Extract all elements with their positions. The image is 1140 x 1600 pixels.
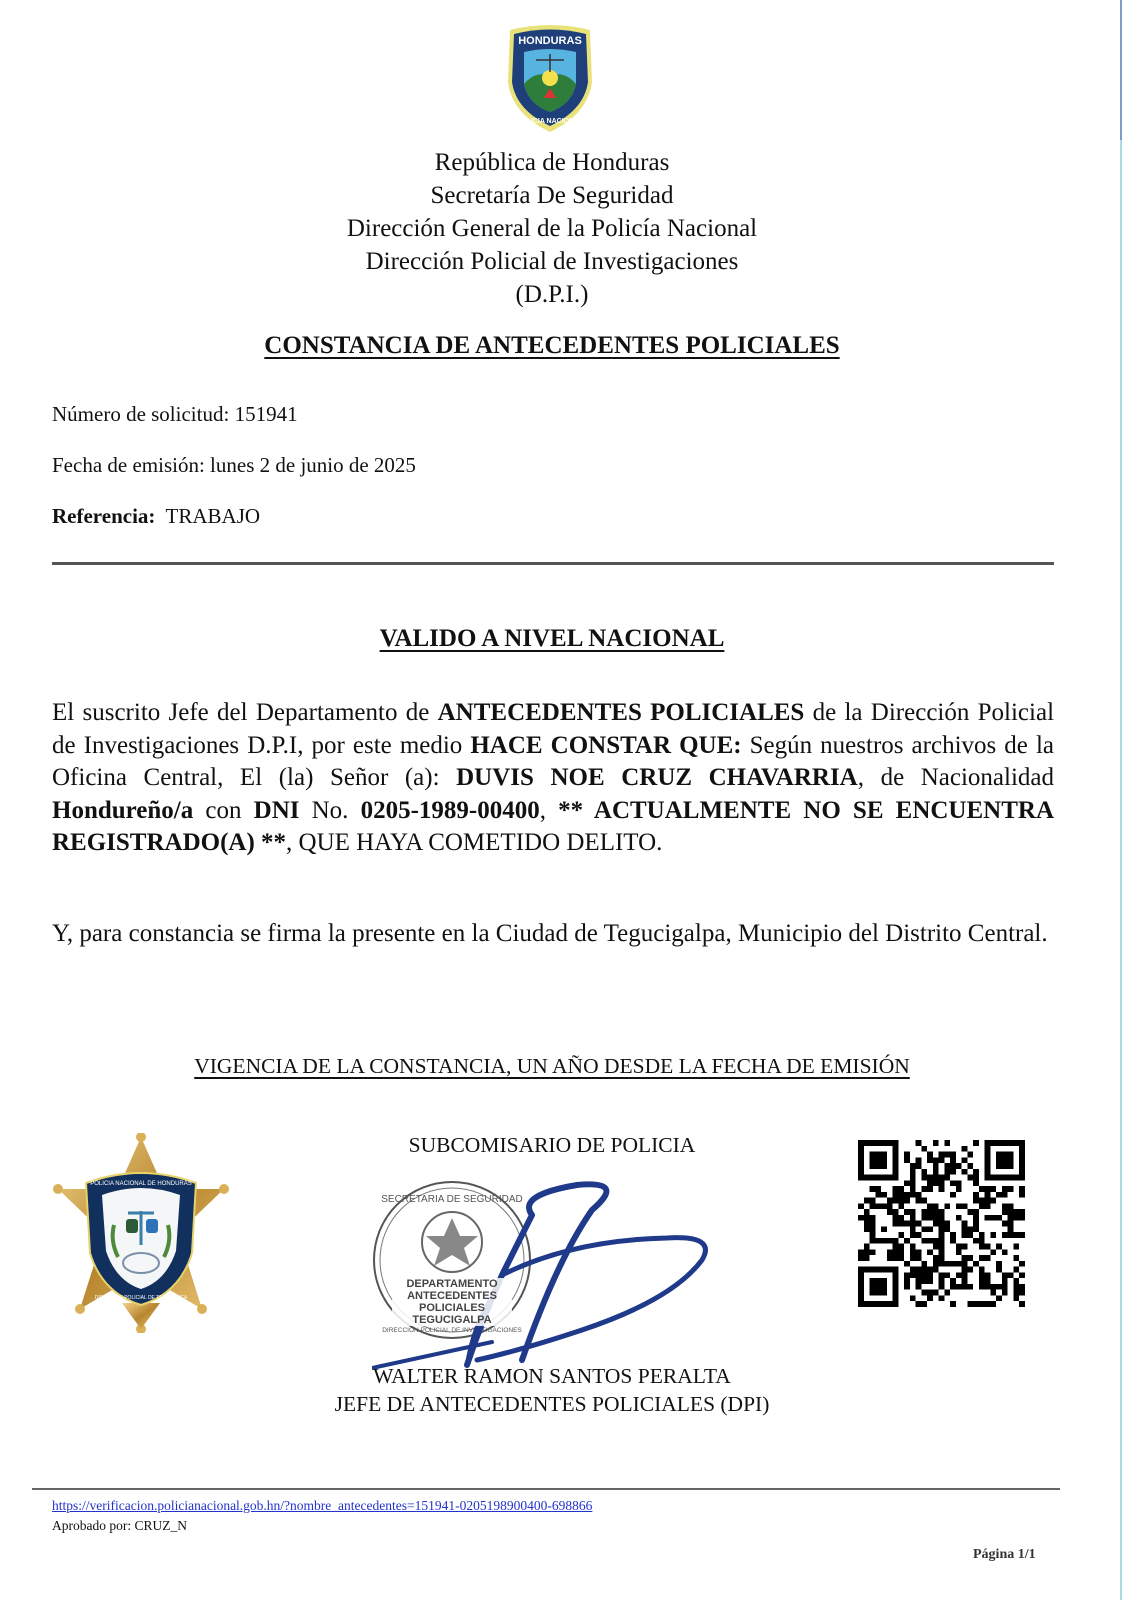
institution-header — [0, 146, 1104, 311]
page-number: Página 1/1 — [973, 1547, 1036, 1562]
body-text: Según nuestros archivos de la Oficina Central, El (la) Señor (a): — [52, 731, 1054, 791]
badge-text-bottom: DIRECCION POLICIAL DE TELEMATICA — [94, 1295, 188, 1301]
certifies-phrase: HACE CONSTAR QUE: — [470, 731, 742, 759]
divider — [52, 562, 1054, 565]
page-edge — [1120, 0, 1122, 1600]
validity-period — [0, 1054, 1104, 1079]
reference-label: Referencia: — [52, 504, 156, 528]
dni-label: DNI — [253, 796, 300, 824]
body-text: de la Dirección Policial de Investigaciones D.P.I, por este medio — [52, 699, 1055, 759]
body-text: con — [193, 796, 254, 824]
honduras-police-seal-logo — [500, 22, 600, 134]
signer-position: JEFE DE ANTECEDENTES POLICIALES (DPI) — [334, 1392, 770, 1416]
seal-text-honduras: HONDURAS — [518, 35, 582, 47]
department-name: ANTECEDENTES POLICIALES — [437, 699, 805, 726]
issue-date-field — [52, 453, 416, 478]
signing-paragraph: Y, para constancia se firma la presente en la Ciudad de Tegucigalpa, Municipio del Distrito Central. — [52, 920, 1048, 947]
person-name: DUVIS NOE CRUZ CHAVARRIA — [456, 764, 858, 791]
header-line-direccion-policial: Dirección Policial de Investigaciones — [365, 248, 739, 275]
header-line-dpi: (D.P.I.) — [515, 281, 589, 308]
handwritten-signature — [372, 1184, 705, 1368]
approved-by: Aprobado por: CRUZ_N — [52, 1518, 187, 1533]
validity-period-text: VIGENCIA DE LA CONSTANCIA, UN AÑO DESDE LA FECHA DE EMISIÓN — [194, 1054, 910, 1078]
scrollbar-thumb[interactable] — [1120, 0, 1122, 140]
signer-name: WALTER RAMON SANTOS PERALTA — [373, 1364, 731, 1388]
body-text: , de Nacionalidad — [857, 764, 1055, 791]
stamp-text-center: DEPARTAMENTO ANTECEDENTES POLICIALES TEGUCIGALPA — [392, 1278, 512, 1326]
telematica-badge-logo — [52, 1133, 230, 1333]
body-text: El suscrito Jefe del Departamento de — [52, 699, 438, 726]
validity-title — [0, 625, 1104, 653]
signer-rank: SUBCOMISARIO DE POLICIA — [408, 1133, 696, 1157]
seal-text-policia: POLICIA NACIONAL — [516, 118, 584, 125]
verification-qr-code[interactable] — [858, 1140, 1025, 1307]
certification-paragraph — [52, 697, 1054, 860]
document-title — [0, 332, 1104, 360]
request-number-label: Número de solicitud: — [52, 402, 230, 426]
verification-link[interactable]: https://verificacion.policianacional.gob.hn/?nombre_antecedentes=151941-0205198900400-698866 — [52, 1498, 593, 1513]
footer-divider — [32, 1488, 1060, 1490]
dni-number: 0205-1989-00400 — [360, 796, 540, 824]
header-line-secretaria: Secretaría De Seguridad — [430, 182, 674, 209]
body-text: , QUE HAYA COMETIDO DELITO. — [286, 829, 663, 856]
badge-text-top: POLICIA NACIONAL DE HONDURAS — [90, 1181, 192, 1187]
issue-date-label: Fecha de emisión: — [52, 453, 205, 477]
document-title-text: CONSTANCIA DE ANTECEDENTES POLICIALES — [264, 332, 840, 359]
nationality: Hondureño/a — [52, 796, 194, 824]
header-line-direccion-general: Dirección General de la Policía Nacional — [346, 215, 758, 242]
header-line-republica: República de Honduras — [434, 149, 670, 176]
signer-block — [0, 1362, 1104, 1418]
stamp-text-bottom: DIRECCION POLICIAL DE INVESTIGACIONES — [382, 1327, 522, 1334]
record-status: ** ACTUALMENTE NO SE ENCUENTRA REGISTRADO(A) ** — [52, 796, 1055, 856]
issue-date-value: lunes 2 de junio de 2025 — [210, 453, 416, 477]
stamp-text-top: SECRETARIA DE SEGURIDAD — [381, 1194, 523, 1205]
body-text: No. — [299, 796, 361, 824]
validity-title-text: VALIDO A NIVEL NACIONAL — [379, 625, 725, 652]
body-text: , — [539, 796, 559, 824]
reference-field — [52, 504, 260, 529]
reference-value: TRABAJO — [165, 504, 261, 528]
request-number-value: 151941 — [234, 402, 298, 426]
request-number-field — [52, 402, 298, 427]
official-stamp-and-signature — [372, 1180, 727, 1370]
